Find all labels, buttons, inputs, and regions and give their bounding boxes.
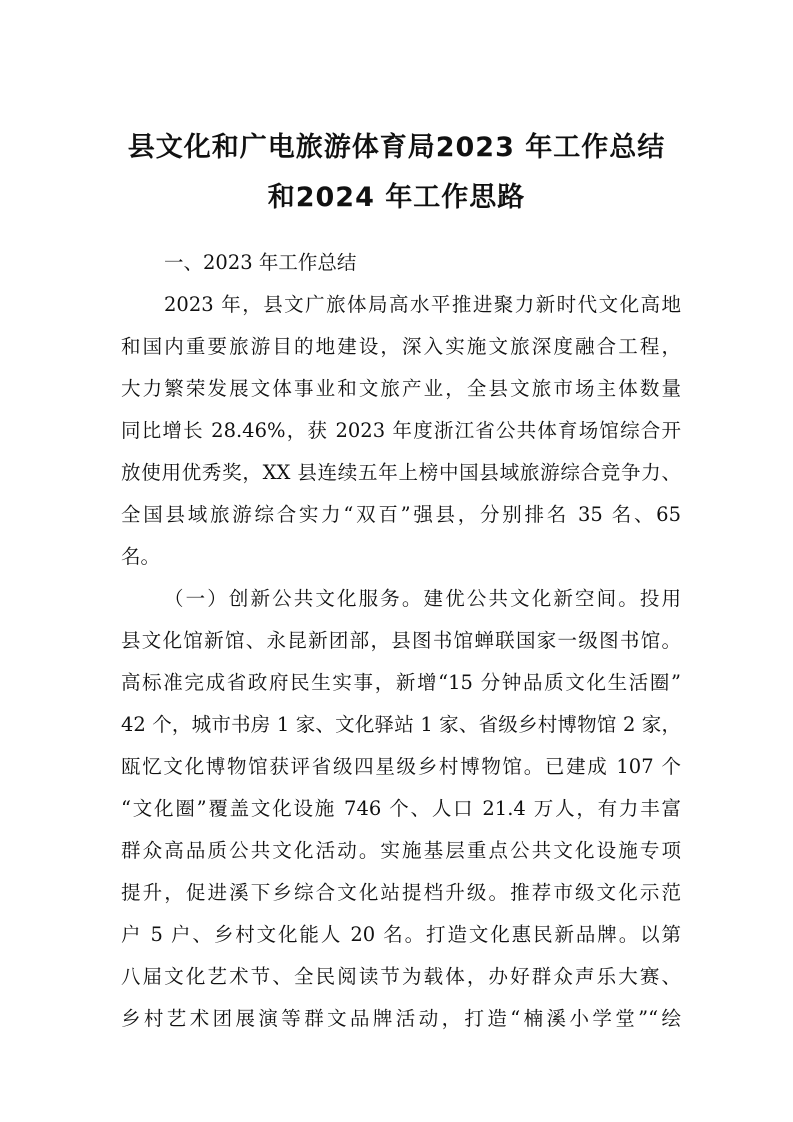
paragraph-line: 县文化馆新馆、永昆新团部，县图书馆蝉联国家一级图书馆。 <box>121 629 681 652</box>
paragraph-line: 瓯忆文化博物馆获评省级四星级乡村博物馆。已建成 107 个 <box>121 755 681 778</box>
paragraph-line: 大力繁荣发展文体事业和文旅产业，全县文旅市场主体数量 <box>121 377 681 400</box>
paragraph-line: 42 个，城市书房 1 家、文化驿站 1 家、省级乡村博物馆 2 家， <box>121 713 681 736</box>
paragraph-line: 群众高品质公共文化活动。实施基层重点公共文化设施专项 <box>121 839 681 862</box>
paragraph-line: 名。 <box>121 545 161 568</box>
paragraph-line: 全国县域旅游综合实力“双百”强县，分别排名 35 名、65 <box>121 503 681 526</box>
document-title-line-1: 县文化和广电旅游体育局2023 年工作总结 <box>127 132 666 163</box>
paragraph-line: 高标准完成省政府民生实事，新增“15 分钟品质文化生活圈” <box>121 671 681 694</box>
paragraph-line: 户 5 户、乡村文化能人 20 名。打造文化惠民新品牌。以第 <box>121 923 681 946</box>
paragraph-line: 和国内重要旅游目的地建设，深入实施文旅深度融合工程， <box>121 335 681 358</box>
paragraph-line: 乡村艺术团展演等群文品牌活动，打造“楠溪小学堂”“绘 <box>121 1007 681 1030</box>
section-heading: 一、2023 年工作总结 <box>164 251 357 274</box>
paragraph-line: 2023 年，县文广旅体局高水平推进聚力新时代文化高地 <box>164 293 681 316</box>
paragraph-line: 同比增长 28.46%，获 2023 年度浙江省公共体育场馆综合开 <box>121 419 681 442</box>
paragraph-line: 提升，促进溪下乡综合文化站提档升级。推荐市级文化示范 <box>121 881 681 904</box>
paragraph-line: （一）创新公共文化服务。建优公共文化新空间。投用 <box>164 587 681 610</box>
paragraph-line: “文化圈”覆盖文化设施 746 个、人口 21.4 万人，有力丰富 <box>121 797 681 820</box>
document-title-line-2: 和2024 年工作思路 <box>267 182 526 213</box>
paragraph-line: 放使用优秀奖，XX 县连续五年上榜中国县域旅游综合竞争力、 <box>121 461 681 484</box>
paragraph-line: 八届文化艺术节、全民阅读节为载体，办好群众声乐大赛、 <box>121 965 681 988</box>
